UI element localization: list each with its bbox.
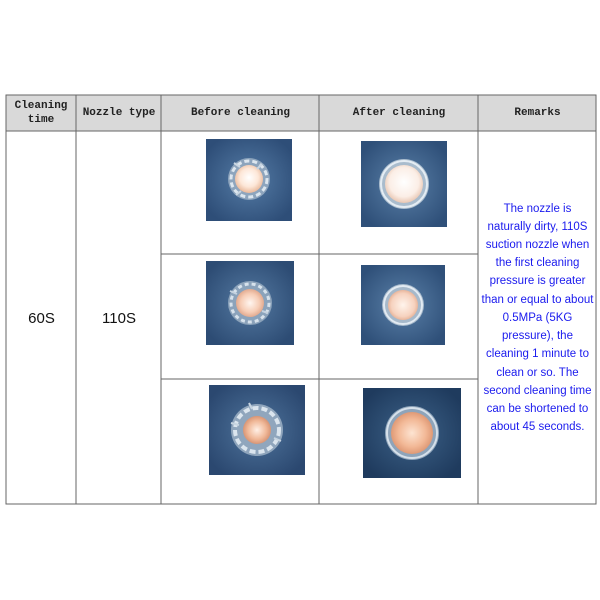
photo-after-2 [361, 265, 445, 345]
header-remarks: Remarks [514, 107, 561, 119]
header-nozzle-type: Nozzle type [82, 107, 156, 119]
photo-before-3 [209, 385, 305, 475]
cell-nozzle-type: 110S [102, 309, 136, 327]
header-before-cleaning: Before cleaning [190, 107, 291, 119]
photo-after-3 [363, 388, 461, 478]
cell-remarks: The nozzle is naturally dirty, 110S suction nozzle when the first cleaning pressure is greater than or equal to about 0.5MPa (5KG pressure), the cleaning 1 minute to clean or so. The second cleaning time can be shortened to about 45 seconds. [481, 202, 594, 434]
header-after-cleaning: After cleaning [352, 107, 446, 119]
cell-cleaning-time: 60S [28, 309, 55, 327]
photo-before-2 [206, 261, 294, 345]
photo-after-1 [361, 141, 447, 227]
header-cleaning-time: Cleaning time [14, 100, 68, 126]
photo-before-1 [206, 139, 292, 221]
